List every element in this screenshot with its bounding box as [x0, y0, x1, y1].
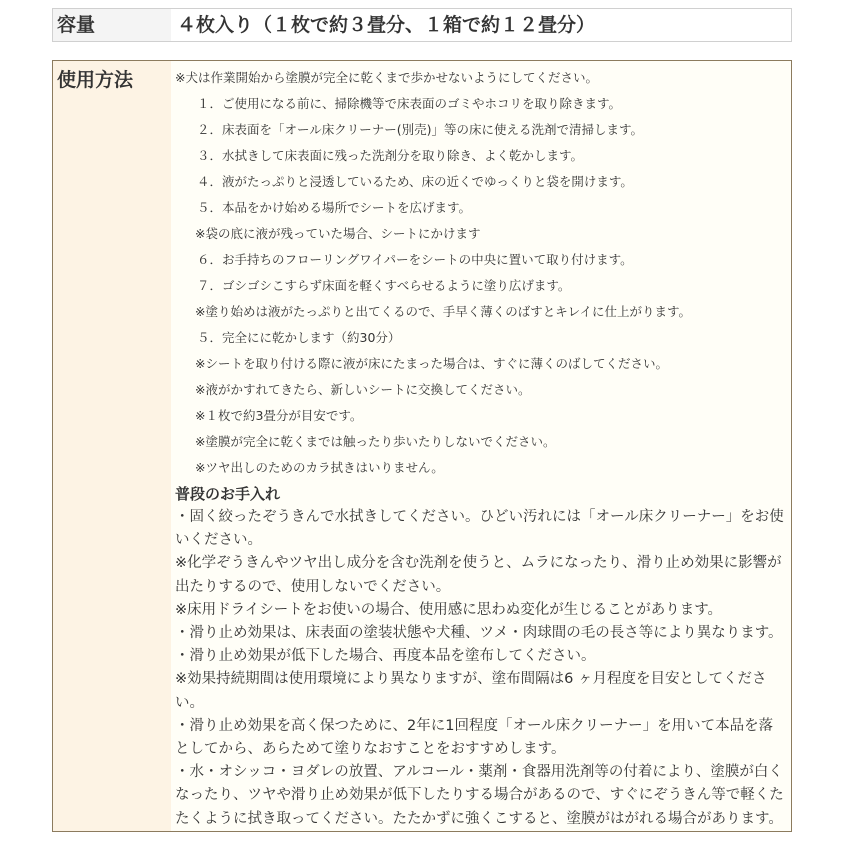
care-line: ※化学ぞうきんやツヤ出し成分を含む洗剤を使うと、ムラになったり、滑り止め効果に影響が出たりするので、使用しないでください。	[175, 555, 782, 595]
usage-row	[52, 60, 792, 832]
care-notes	[175, 506, 791, 831]
care-title: 普段のお手入れ	[175, 485, 281, 503]
care-line: ※効果持続期間は使用環境により異なりますが、塗布間隔は6 ヶ月程度を目安としてください。	[175, 671, 767, 711]
usage-line: ※犬は作業開始から塗膜が完全に乾くまで歩かせないようにしてください。	[175, 70, 598, 85]
care-line: ・滑り止め効果が低下した場合、再度本品を塗布してください。	[175, 648, 596, 665]
usage-line: ３．水拭きして床表面に残った洗剤分を取り除き、よく乾かします。	[197, 148, 584, 163]
usage-line: １．ご使用になる前に、掃除機等で床表面のゴミやホコリを取り除きます。	[197, 96, 622, 111]
usage-line: ※１枚で約3畳分が目安です。	[195, 408, 363, 423]
care-line: ・滑り止め効果を高く保つために、2年に1回程度「オール床クリーナー」を用いて本品を落としてから、あらためて塗りなおすことをおすすめします。	[175, 717, 774, 758]
capacity-value: ４枚入り（１枚で約３畳分、１箱で約１２畳分）	[177, 14, 596, 36]
capacity-label: 容量	[53, 9, 171, 41]
usage-line: ※シートを取り付ける際に液が床にたまった場合は、すぐに薄くのばしてください。	[195, 356, 668, 371]
usage-line: ※塗り始めは液がたっぷりと出てくるので、手早く薄くのばすとキレイに仕上がります。	[195, 304, 691, 319]
usage-line: ※袋の底に液が残っていた場合、シートにかけます	[195, 226, 481, 241]
care-line: ・固く絞ったぞうきんで水拭きしてください。ひどい汚れには「オール床クリーナー」をお使いください。	[175, 509, 784, 549]
usage-line: ※塗膜が完全に乾くまでは触ったり歩いたりしないでください。	[195, 434, 556, 449]
usage-line: ※ツヤ出しのためのカラ拭きはいりません。	[195, 460, 444, 475]
capacity-row	[52, 8, 792, 42]
care-line: ※床用ドライシートをお使いの場合、使用感に思わぬ変化が生じることがあります。	[175, 601, 723, 618]
usage-line: ７．ゴシゴシこすらず床面を軽くすべらせるように塗り広げます。	[197, 278, 571, 293]
usage-line: ４．液がたっぷりと浸透しているため、床の近くでゆっくりと袋を開けます。	[197, 174, 633, 189]
usage-line: ５．完全にに乾かします（約30分）	[197, 330, 401, 345]
usage-steps	[175, 65, 791, 481]
care-line: ・水・オシッコ・ヨダレの放置、アルコール・薬剤・食器用洗剤等の付着により、塗膜が白くなったり、ツヤや滑り止め効果が低下したりする場合があるので、すぐにぞうきん等で軽くたたくように拭き取ってください。たたかずに強くこすると、塗膜がはがれる場合があります。	[175, 764, 784, 827]
usage-line: ５．本品をかけ始める場所でシートを広げます。	[197, 200, 472, 215]
usage-line: ２．床表面を「オール床クリーナー(別売)」等の床に使える洗剤で清掃します。	[197, 122, 644, 137]
usage-label: 使用方法	[53, 61, 171, 831]
usage-line: ※液がかすれてきたら、新しいシートに交換してください。	[195, 382, 531, 397]
usage-line: ６．お手持ちのフローリングワイパーをシートの中央に置いて取り付けます。	[197, 252, 633, 267]
care-line: ・滑り止め効果は、床表面の塗装状態や犬種、ツメ・肉球間の毛の長さ等により異なります。	[175, 625, 783, 642]
usage-body	[171, 61, 791, 831]
